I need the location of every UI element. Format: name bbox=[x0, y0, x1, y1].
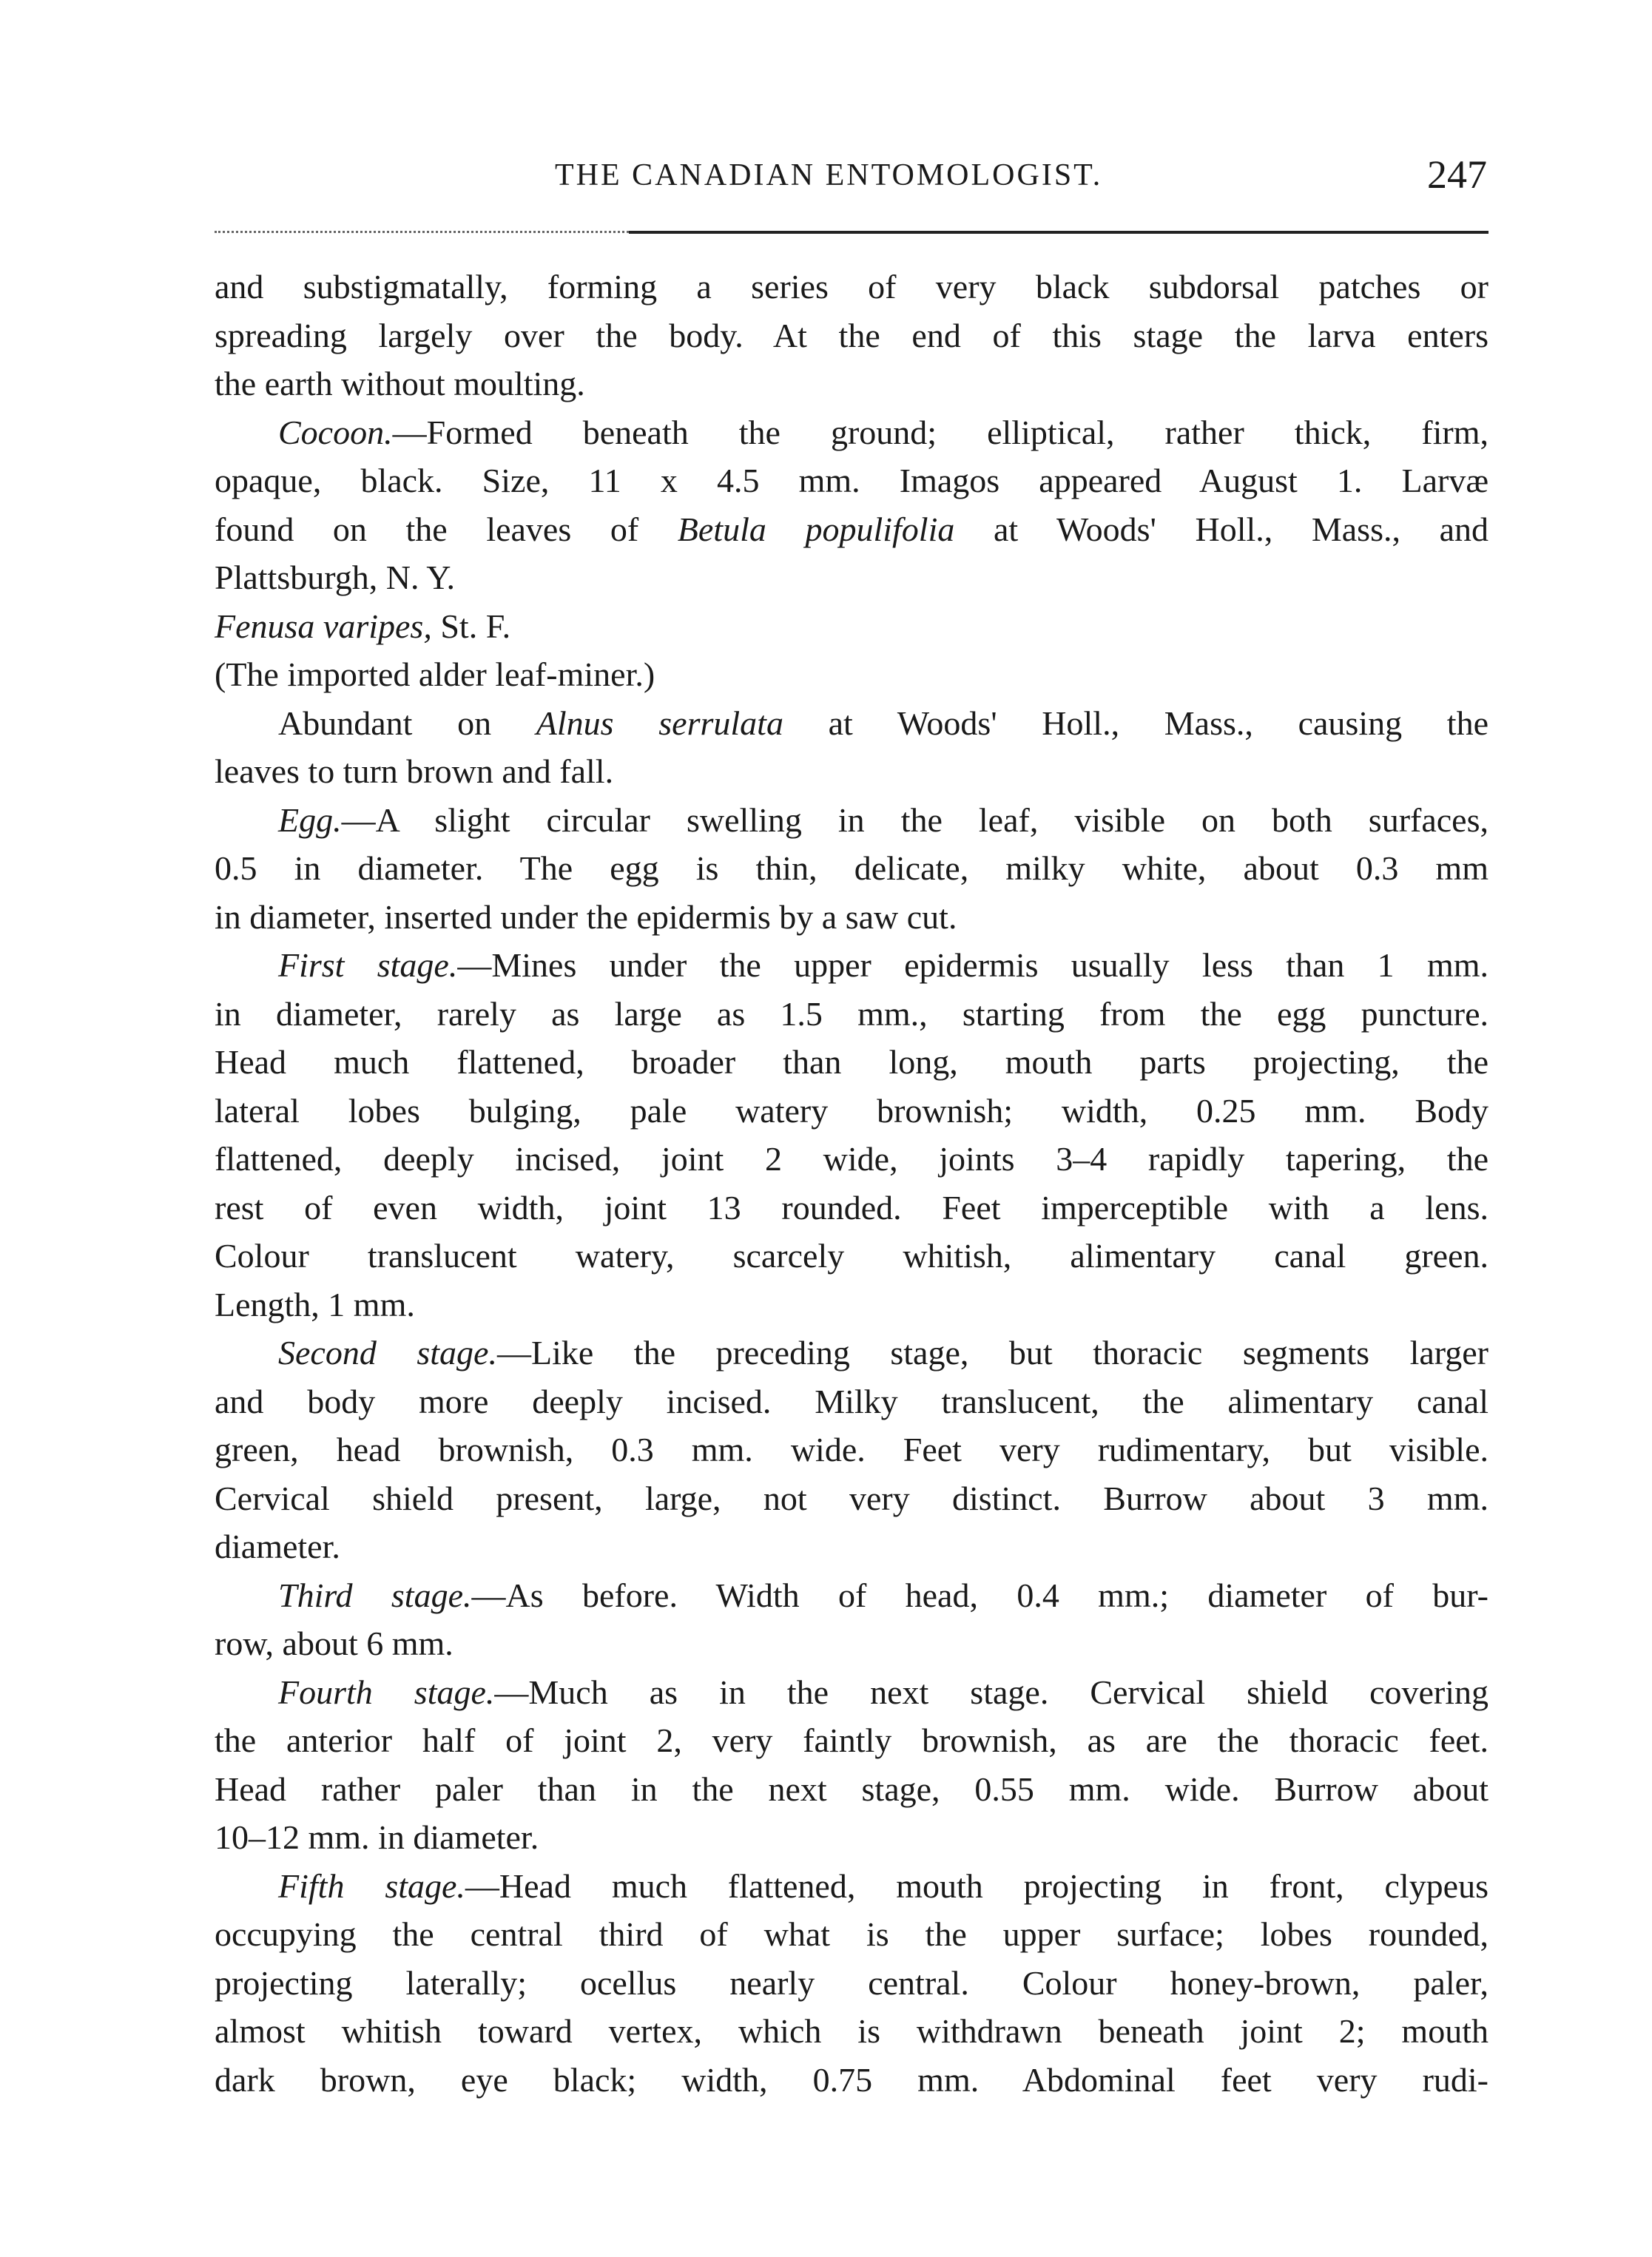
text-line bbox=[215, 360, 1489, 408]
text-line bbox=[215, 990, 1489, 1039]
text-run: —Much as in the next stage. Cervical shield covering bbox=[494, 1673, 1489, 1711]
text-run: —As before. Width of head, 0.4 mm.; diameter of bur- bbox=[471, 1576, 1489, 1614]
text-run: rest of even width, joint 13 rounded. Feet imperceptible with a lens. bbox=[215, 1188, 1489, 1227]
text-line bbox=[215, 747, 1489, 796]
body-text bbox=[215, 263, 1489, 2104]
text-run: and body more deeply incised. Milky translucent, the alimentary canal bbox=[215, 1382, 1489, 1420]
text-line bbox=[215, 1038, 1489, 1087]
italic-term: Cocoon. bbox=[278, 413, 393, 451]
header-rule-faint bbox=[215, 231, 629, 233]
text-line bbox=[215, 1329, 1489, 1377]
text-run: green, head brownish, 0.3 mm. wide. Feet very rudimentary, but visible. bbox=[215, 1431, 1489, 1468]
text-run: the earth without moulting. bbox=[215, 365, 585, 402]
text-run: Abundant on bbox=[278, 704, 536, 742]
text-line bbox=[215, 1135, 1489, 1184]
text-line bbox=[215, 311, 1489, 360]
text-line bbox=[215, 456, 1489, 505]
text-line bbox=[215, 1862, 1489, 1911]
text-line bbox=[215, 2056, 1489, 2105]
text-run: Head much flattened, broader than long, mouth parts projecting, the bbox=[215, 1043, 1489, 1081]
text-line bbox=[215, 1813, 1489, 1862]
text-line bbox=[215, 1377, 1489, 1426]
text-run: —Head much flattened, mouth projecting in front, clypeus bbox=[465, 1866, 1489, 1905]
text-run: diameter. bbox=[215, 1528, 340, 1565]
italic-term: First stage. bbox=[278, 946, 458, 984]
text-run: opaque, black. Size, 11 x 4.5 mm. Imagos appeared August 1. Larvæ bbox=[215, 462, 1489, 499]
text-run: found on the leaves of bbox=[215, 510, 678, 548]
text-line bbox=[215, 602, 1489, 651]
text-run: and substigmatally, forming a series of very black subdorsal patches or bbox=[215, 268, 1489, 306]
text-run: Colour translucent watery, scarcely whitish, alimentary canal green. bbox=[215, 1237, 1489, 1275]
text-run: —Like the preceding stage, but thoracic segments larger bbox=[496, 1334, 1489, 1372]
text-run: —Formed beneath the ground; elliptical, rather thick, firm, bbox=[392, 413, 1489, 451]
text-line bbox=[215, 1184, 1489, 1232]
text-run: Length, 1 mm. bbox=[215, 1285, 415, 1323]
text-line bbox=[215, 941, 1489, 990]
text-run: Plattsburgh, N. Y. bbox=[215, 559, 456, 596]
text-run: spreading largely over the body. At the end of this stage the larva enters bbox=[215, 316, 1489, 354]
text-line bbox=[215, 699, 1489, 748]
running-title: THE CANADIAN ENTOMOLOGIST. bbox=[555, 158, 1103, 192]
page-header bbox=[215, 152, 1487, 203]
text-run: —A slight circular swelling in the leaf, visible on both surfaces, bbox=[341, 800, 1489, 839]
text-line bbox=[215, 1087, 1489, 1136]
italic-term: Egg. bbox=[278, 800, 342, 839]
italic-term: Fourth stage. bbox=[278, 1673, 495, 1711]
text-run: —Mines under the upper epidermis usually less than 1 mm. bbox=[457, 946, 1489, 984]
text-run: (The imported alder leaf-miner.) bbox=[215, 655, 655, 693]
text-line bbox=[215, 1232, 1489, 1281]
italic-term: Third stage. bbox=[278, 1576, 472, 1614]
text-line bbox=[215, 1281, 1489, 1329]
text-line bbox=[215, 1668, 1489, 1717]
text-line bbox=[215, 1619, 1489, 1668]
text-line bbox=[215, 796, 1489, 845]
italic-term: Alnus serrulata bbox=[536, 704, 783, 742]
text-line bbox=[215, 505, 1489, 554]
italic-term: Fifth stage. bbox=[278, 1866, 465, 1905]
text-run: occupying the central third of what is the upper surface; lobes rounded, bbox=[215, 1915, 1489, 1953]
text-line bbox=[215, 650, 1489, 699]
text-run: flattened, deeply incised, joint 2 wide, joints 3–4 rapidly tapering, the bbox=[215, 1140, 1489, 1178]
text-run: at Woods' Holl., Mass., and bbox=[954, 510, 1489, 548]
italic-term: Second stage. bbox=[278, 1334, 497, 1372]
text-line bbox=[215, 553, 1489, 602]
text-run: projecting laterally; ocellus nearly central. Colour honey-brown, paler, bbox=[215, 1963, 1489, 2002]
italic-term: Betula populifolia bbox=[677, 510, 955, 548]
text-run: Cervical shield present, large, not very distinct. Burrow about 3 mm. bbox=[215, 1479, 1489, 1517]
text-line bbox=[215, 1426, 1489, 1474]
text-run: lateral lobes bulging, pale watery brownish; width, 0.25 mm. Body bbox=[215, 1091, 1489, 1130]
text-run: in diameter, rarely as large as 1.5 mm., starting from the egg puncture. bbox=[215, 994, 1489, 1033]
text-line bbox=[215, 1959, 1489, 2008]
text-line bbox=[215, 1765, 1489, 1814]
text-line bbox=[215, 844, 1489, 893]
text-run: row, about 6 mm. bbox=[215, 1625, 454, 1662]
text-line bbox=[215, 893, 1489, 942]
text-line bbox=[215, 263, 1489, 311]
text-run: in diameter, inserted under the epidermis by a saw cut. bbox=[215, 897, 957, 936]
text-line bbox=[215, 408, 1489, 457]
text-line bbox=[215, 1571, 1489, 1620]
header-rule-solid bbox=[629, 231, 1489, 234]
text-run: 10–12 mm. in diameter. bbox=[215, 1818, 539, 1856]
text-run: dark brown, eye black; width, 0.75 mm. Abdominal feet very rudi- bbox=[215, 2060, 1489, 2099]
text-line bbox=[215, 2007, 1489, 2056]
text-line bbox=[215, 1716, 1489, 1765]
text-line bbox=[215, 1474, 1489, 1523]
text-run: the anterior half of joint 2, very faintly brownish, as are the thoracic feet. bbox=[215, 1721, 1489, 1759]
text-run: at Woods' Holl., Mass., causing the bbox=[783, 704, 1489, 742]
text-line bbox=[215, 1910, 1489, 1959]
text-run: 0.5 in diameter. The egg is thin, delicate, milky white, about 0.3 mm bbox=[215, 849, 1489, 887]
text-run: leaves to turn brown and fall. bbox=[215, 752, 614, 790]
text-run: Head rather paler than in the next stage, 0.55 mm. wide. Burrow about bbox=[215, 1769, 1489, 1808]
text-run: almost whitish toward vertex, which is withdrawn beneath joint 2; mouth bbox=[215, 2012, 1489, 2050]
page-number: 247 bbox=[1427, 152, 1487, 197]
italic-term: Fenusa varipes, bbox=[215, 607, 432, 645]
text-run: St. F. bbox=[431, 607, 511, 645]
text-line bbox=[215, 1522, 1489, 1571]
